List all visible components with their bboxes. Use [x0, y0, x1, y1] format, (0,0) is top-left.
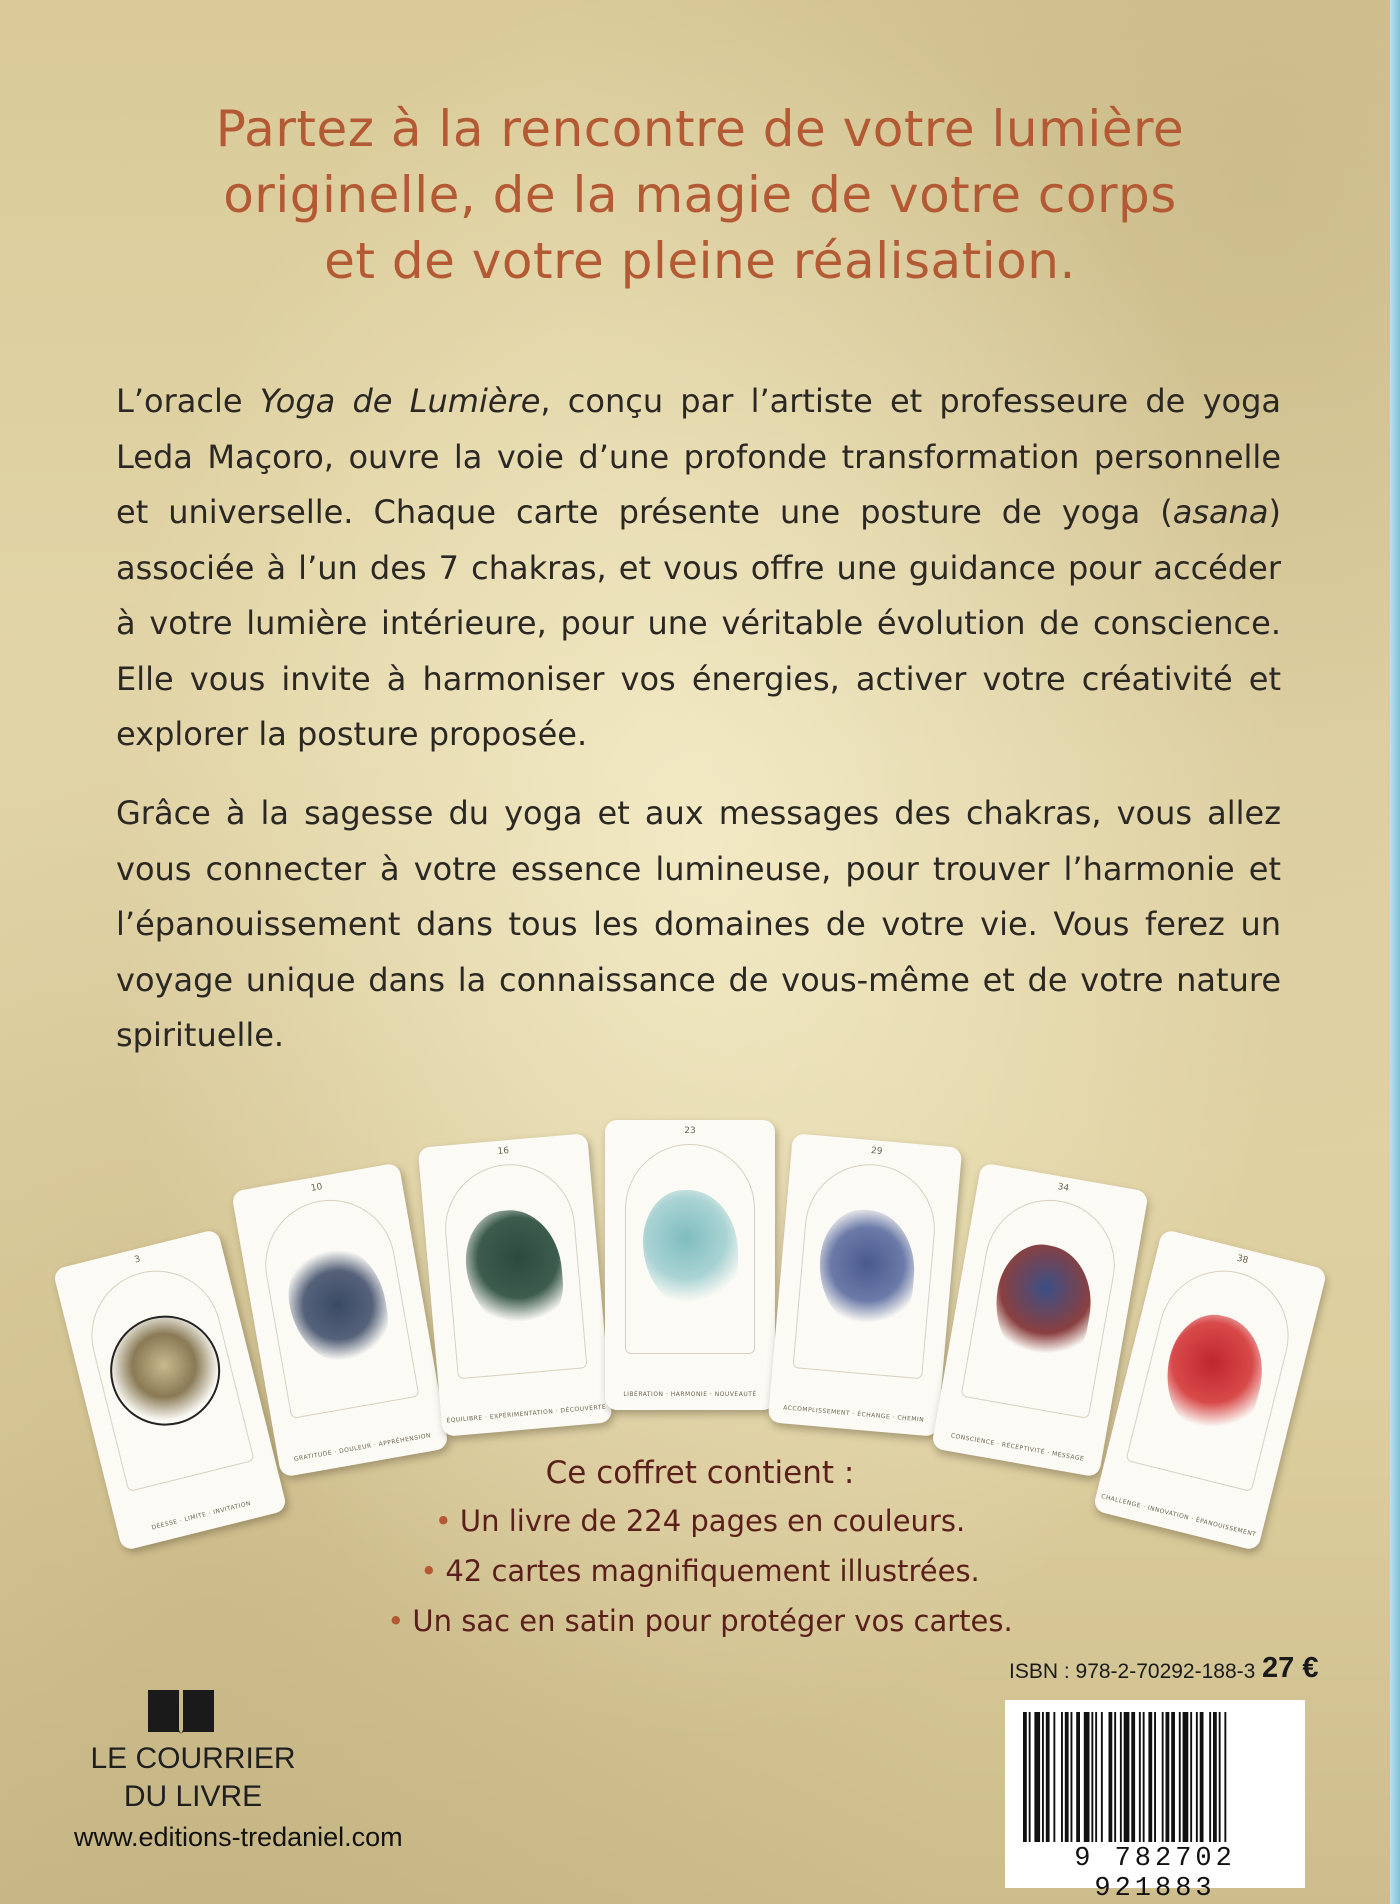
barcode-bar: [1061, 1712, 1063, 1842]
barcode-bar: [1190, 1712, 1192, 1842]
barcode-bar: [1065, 1712, 1069, 1842]
contents-item-text: Un sac en satin pour protéger vos cartes.: [412, 1604, 1013, 1638]
card-number: 3: [133, 1254, 142, 1266]
barcode-bar: [1162, 1712, 1164, 1842]
card-number: 16: [497, 1146, 510, 1157]
barcode-bar: [1023, 1712, 1027, 1842]
barcode-bar: [1213, 1712, 1217, 1842]
oracle-card: [418, 1133, 613, 1437]
contents-item-text: Un livre de 224 pages en couleurs.: [459, 1504, 966, 1538]
barcode-bar: [1196, 1712, 1198, 1842]
card-caption: CONSCIENCE · RÉCEPTIVITÉ · MESSAGE: [950, 1432, 1085, 1463]
barcode-bar: [1148, 1712, 1152, 1842]
barcode-bar: [1124, 1712, 1130, 1842]
oracle-card: [605, 1120, 775, 1410]
barcode-bar: [1200, 1712, 1204, 1842]
publisher-name: [78, 1740, 308, 1816]
barcode-bar: [1179, 1712, 1181, 1842]
barcode-bars: [1019, 1712, 1291, 1842]
contents-item-text: 42 cartes magnifiquement illustrées.: [445, 1554, 980, 1588]
text-segment: L’oracle: [116, 382, 260, 420]
barcode-bar: [1131, 1712, 1135, 1842]
contents-item: [330, 1596, 1070, 1646]
barcode-bar: [1109, 1712, 1113, 1842]
barcode-bar: [1046, 1712, 1050, 1842]
headline-line-2: originelle, de la magie de votre corps: [223, 166, 1177, 224]
barcode-bar: [1224, 1712, 1226, 1842]
page-edge: [1390, 0, 1400, 1904]
barcode-bar: [1071, 1712, 1073, 1842]
card-caption: GRATITUDE · DOULEUR · APPRÉHENSION: [293, 1432, 432, 1464]
contents-item: [330, 1496, 1070, 1546]
barcode-bar: [1029, 1712, 1031, 1842]
barcode-bar: [1034, 1712, 1040, 1842]
barcode-bar: [1219, 1712, 1221, 1842]
bullet-icon: •: [387, 1604, 405, 1638]
card-caption: CHALLENGE · INNOVATION · ÉPANOUISSEMENT: [1100, 1492, 1257, 1539]
card-number: 23: [684, 1126, 696, 1136]
card-caption: ACCOMPLISSEMENT · ÉCHANGE · CHEMIN: [782, 1404, 925, 1424]
headline-line-1: Partez à la rencontre de votre lumière: [215, 100, 1185, 158]
description-paragraph-2: Grâce à la sagesse du yoga et aux messages des chakras, vous allez vous connecter à votre essence lumineuse, pour trouver l’harmonie et l’épanouissement dans tous les domaines de votre vie. Vous ferez un voyage unique dans la connaissance de vous-même et de votre nature spirituelle.: [116, 794, 1281, 1054]
bullet-icon: •: [434, 1504, 452, 1538]
card-caption: ÉQUILIBRE · EXPÉRIMENTATION · DÉCOUVERTE: [446, 1403, 607, 1425]
contents-item: [330, 1546, 1070, 1596]
card-number: 34: [1056, 1182, 1070, 1194]
publisher-name-line-1: LE COURRIER: [90, 1742, 296, 1775]
barcode-bar: [1209, 1712, 1211, 1842]
description-paragraph-1: [116, 374, 1281, 763]
publisher-name-line-2: DU LIVRE: [123, 1780, 263, 1813]
barcode-bar: [1084, 1712, 1090, 1842]
box-contents: [330, 1450, 1070, 1646]
barcode-bar: [1095, 1712, 1097, 1842]
barcode-bar: [1101, 1712, 1103, 1842]
book-icon: [146, 1690, 216, 1734]
barcode-bar: [1183, 1712, 1189, 1842]
card-caption: DÉESSE · LIMITE · INVITATION: [150, 1499, 252, 1532]
text-segment: ) associée à l’un des 7 chakras, et vous offre une guidance pour accéder à votre lumière intérieure, pour une véritable évolution de conscience. Elle vous invite à harmoniser vos énergies, activer votre créativité et explorer la posture proposée.: [116, 493, 1281, 753]
headline: [150, 96, 1250, 294]
barcode-number: 9 782702 921883: [1074, 1844, 1236, 1904]
isbn-label: ISBN : 978-2-70292-188-3: [1009, 1660, 1256, 1683]
card-number: 38: [1235, 1253, 1250, 1267]
barcode-bar: [1120, 1712, 1122, 1842]
headline-line-3: et de votre pleine réalisation.: [324, 232, 1076, 290]
barcode-bar: [1171, 1712, 1175, 1842]
barcode-bar: [1042, 1712, 1044, 1842]
card-number: 10: [310, 1182, 324, 1194]
barcode-bar: [1139, 1712, 1141, 1842]
price-label: 27 €: [1262, 1652, 1319, 1684]
card-caption: LIBÉRATION · HARMONIE · NOUVEAUTÉ: [623, 1391, 757, 1398]
oracle-card: [768, 1133, 963, 1437]
barcode-bar: [1091, 1712, 1093, 1842]
oracle-title: Yoga de Lumière: [259, 382, 541, 420]
asana-term: asana: [1172, 493, 1269, 531]
publisher-website: www.editions-tredaniel.com: [74, 1822, 403, 1852]
contents-title: Ce coffret contient :: [545, 1455, 855, 1491]
barcode-bar: [1166, 1712, 1170, 1842]
barcode-bar: [1154, 1712, 1156, 1842]
barcode-bar: [1114, 1712, 1116, 1842]
barcode: [1005, 1700, 1305, 1904]
barcode-bar: [1143, 1712, 1145, 1842]
barcode-bar: [1053, 1712, 1055, 1842]
text-segment: , conçu par l’artiste et professeure de yoga Leda Maçoro, ouvre la voie d’une profonde transformation personnelle et universelle. Chaque carte présente une posture de yoga (: [116, 382, 1282, 531]
bullet-icon: •: [420, 1554, 438, 1588]
barcode-bar: [1076, 1712, 1080, 1842]
card-number: 29: [870, 1146, 883, 1157]
